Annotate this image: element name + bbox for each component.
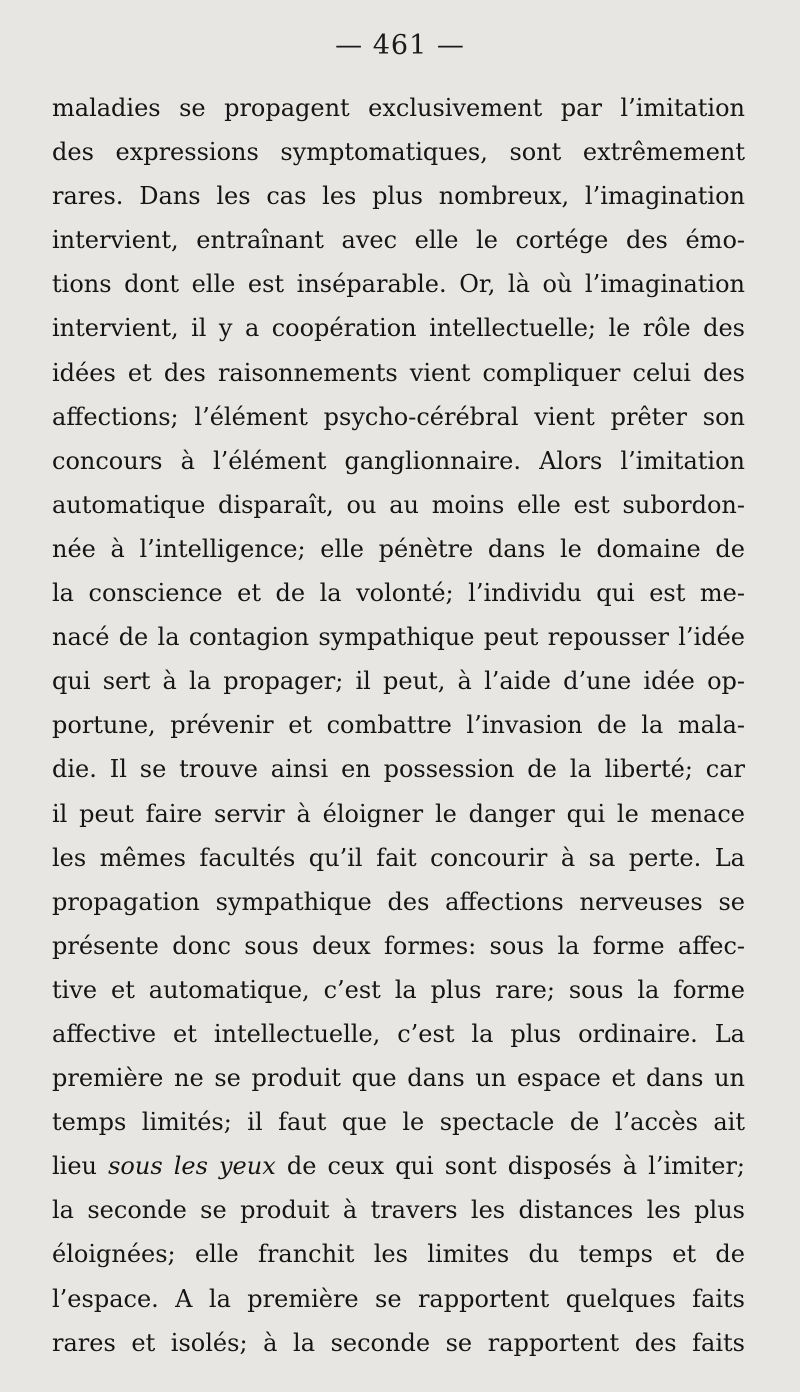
text-line: des expressions symptomatiques, sont extrêmement	[52, 138, 745, 167]
text-line: qui sert à la propager; il peut, à l’aide d’une idée op-	[52, 667, 745, 696]
text-line: automatique disparaît, ou au moins elle est subordon-	[52, 490, 745, 519]
text-line: intervient, entraînant avec elle le cortége des émo-	[52, 226, 745, 255]
text-line: rares. Dans les cas les plus nombreux, l’imagination	[52, 182, 745, 211]
text-line: première ne se produit que dans un espace et dans un	[52, 1064, 745, 1093]
italic-phrase: sous les yeux	[108, 1152, 276, 1181]
text-fragment: lieu	[52, 1152, 109, 1181]
text-line: concours à l’élément ganglionnaire. Alors l’imitation	[52, 446, 745, 475]
text-line: idées et des raisonnements vient compliquer celui des	[52, 358, 745, 387]
text-fragment: de ceux qui sont disposés à l’imiter;	[275, 1152, 745, 1181]
body-text	[52, 86, 745, 1365]
text-line: affective et intellectuelle, c’est la plus ordinaire. La	[52, 1019, 745, 1048]
page-number: — 461 —	[335, 30, 465, 61]
text-line: il peut faire servir à éloigner le danger qui le menace	[52, 799, 745, 828]
text-line: présente donc sous deux formes: sous la forme affec-	[52, 931, 745, 960]
text-line: maladies se propagent exclusivement par l’imitation	[52, 94, 745, 122]
text-line: nacé de la contagion sympathique peut repousser l’idée	[52, 623, 745, 652]
text-line: propagation sympathique des affections nerveuses se	[52, 887, 745, 916]
text-line: l’espace. A la première se rapportent quelques faits	[52, 1284, 745, 1313]
text-line: die. Il se trouve ainsi en possession de la liberté; car	[52, 755, 745, 784]
text-line: portune, prévenir et combattre l’invasion de la mala-	[52, 711, 745, 740]
text-line: la conscience et de la volonté; l’individu qui est me-	[52, 579, 745, 608]
text-line: née à l’intelligence; elle pénètre dans le domaine de	[52, 534, 745, 563]
text-line: intervient, il y a coopération intellectuelle; le rôle des	[52, 314, 745, 343]
text-line: temps limités; il faut que le spectacle de l’accès ait	[52, 1108, 745, 1137]
text-line: la seconde se produit à travers les distances les plus	[52, 1196, 745, 1225]
text-line: tive et automatique, c’est la plus rare; sous la forme	[52, 975, 745, 1004]
text-line: les mêmes facultés qu’il fait concourir à sa perte. La	[52, 843, 745, 872]
text-line-with-italic	[52, 1144, 745, 1188]
text-line: affections; l’élément psycho-cérébral vient prêter son	[52, 402, 745, 431]
text-line: tions dont elle est inséparable. Or, là où l’imagination	[52, 270, 745, 299]
text-line: éloignées; elle franchit les limites du temps et de	[52, 1240, 745, 1269]
text-line: rares et isolés; à la seconde se rapportent des faits	[52, 1328, 745, 1357]
